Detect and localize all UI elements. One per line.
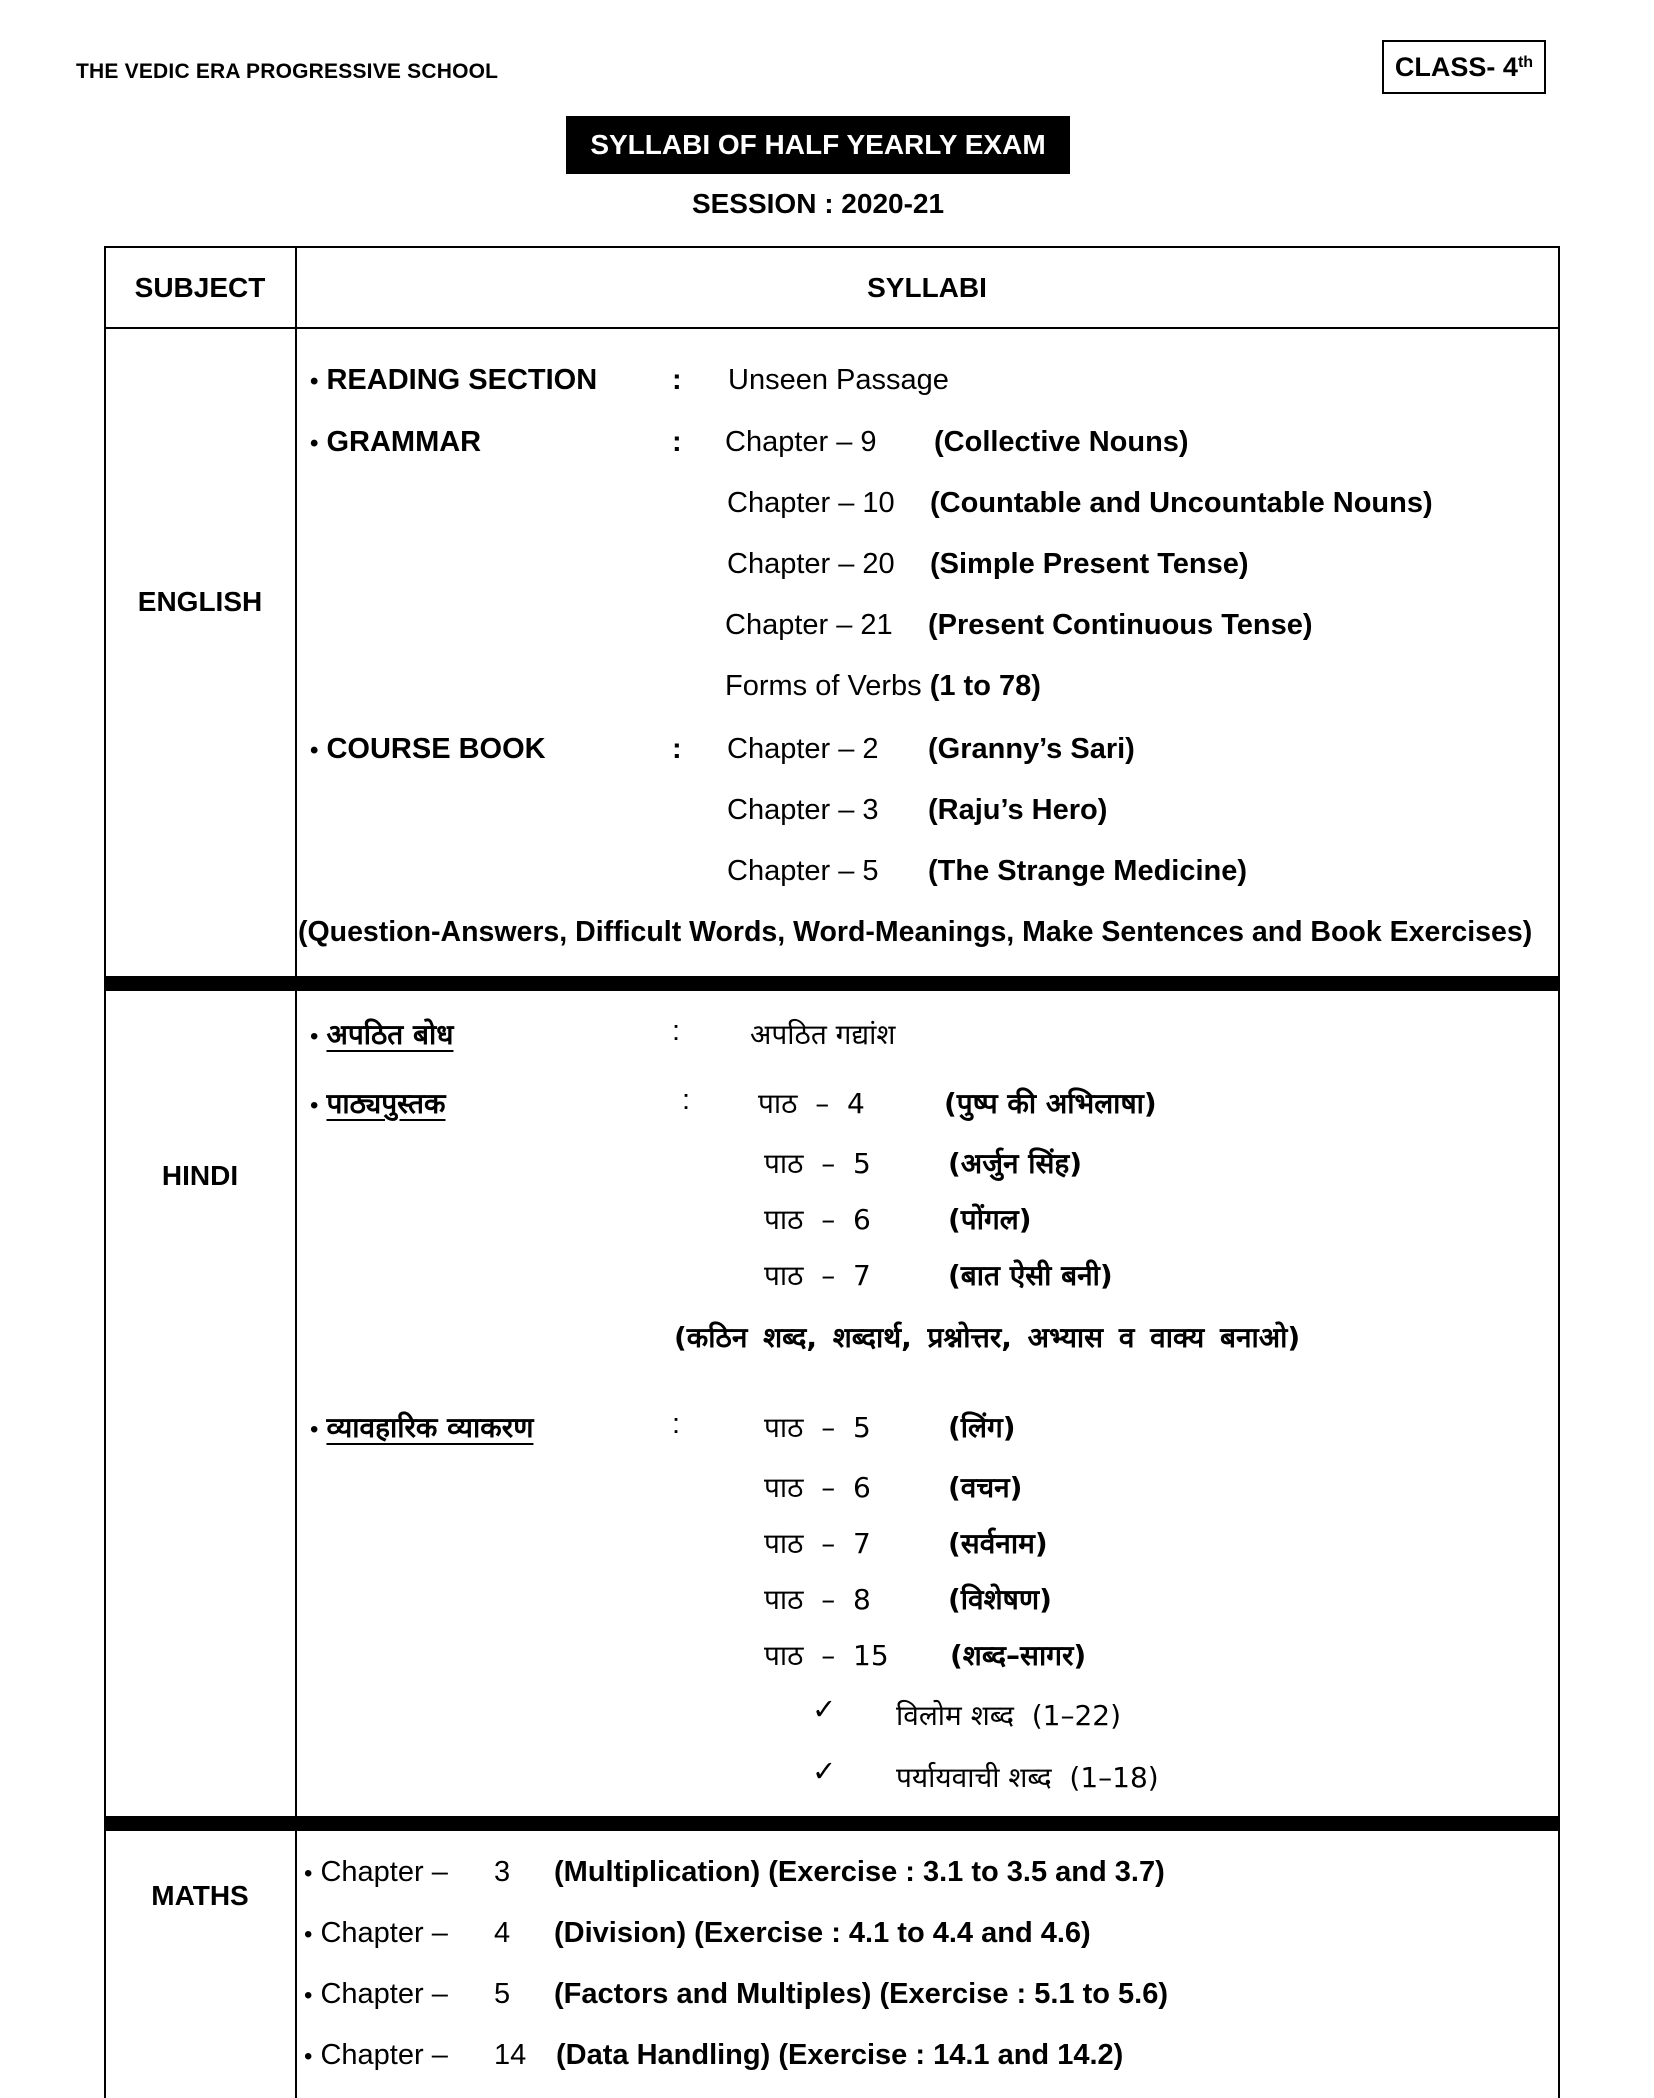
colon: : — [672, 733, 682, 765]
lesson-topic: (लिंग) — [948, 1411, 1016, 1444]
grammar-item — [310, 426, 481, 459]
apathit-value: अपठित गद्यांश — [750, 1018, 896, 1051]
lesson-number: पाठ – 4 — [758, 1087, 865, 1120]
lesson-number: पाठ – 6 — [764, 1203, 871, 1236]
bullet: • — [304, 1982, 313, 2009]
reading-value: Unseen Passage — [728, 364, 949, 396]
subject-maths: MATHS — [151, 1880, 249, 1911]
english-hindi-divider — [104, 976, 1560, 991]
course-topic: (Raju’s Hero) — [928, 794, 1108, 826]
maths-chapter-row — [304, 1978, 448, 2011]
bullet: • — [304, 1860, 313, 1887]
colon: : — [672, 364, 682, 396]
maths-chapter-row — [304, 2039, 448, 2072]
course-chapter: Chapter – 2 — [727, 733, 879, 765]
class-label: CLASS- 4 — [1394, 51, 1518, 82]
bullet: • — [310, 430, 319, 457]
table-top-border — [104, 246, 1560, 248]
chapter-number: 5 — [494, 1978, 511, 2010]
bullet: • — [310, 737, 319, 764]
maths-chapter-row — [304, 1917, 448, 1950]
subject-column-header: SUBJECT — [134, 272, 266, 303]
bullet: • — [304, 1921, 313, 1948]
chapter-topic: (Data Handling) (Exercise : 14.1 and 14.2) — [556, 2039, 1124, 2071]
course-book-item — [310, 733, 546, 766]
course-topic: (The Strange Medicine) — [928, 855, 1248, 887]
lesson-number: पाठ – 7 — [764, 1259, 871, 1292]
textbook-note: (कठिन शब्द, शब्दार्थ, प्रश्नोत्तर, अभ्यास व वाक्य बनाओ) — [674, 1321, 1301, 1354]
session-label: SESSION : 2020-21 — [691, 188, 945, 219]
grammar-topic: (Present Continuous Tense) — [928, 609, 1313, 641]
lesson-topic: (पोंगल) — [948, 1203, 1032, 1236]
colon: : — [672, 426, 682, 458]
chapter-number: 14 — [494, 2039, 527, 2071]
grammar-chapter: Chapter – 10 — [727, 487, 895, 519]
bullet: • — [310, 1416, 319, 1443]
subject-hindi: HINDI — [161, 1160, 239, 1191]
bullet: • — [310, 1023, 319, 1050]
lesson-topic: (पुष्प की अभिलाषा) — [944, 1087, 1157, 1120]
english-note: (Question-Answers, Difficult Words, Word-Meanings, Make Sentences and Book Exercises) — [298, 916, 1533, 948]
colon: : — [672, 1408, 681, 1440]
lesson-topic: (वचन) — [948, 1471, 1023, 1504]
reading-label: READING SECTION — [326, 364, 598, 396]
chapter-number: 3 — [494, 1856, 511, 1888]
antonyms-item: विलोम शब्द (1–22) — [896, 1699, 1122, 1732]
lesson-number: पाठ – 15 — [764, 1639, 889, 1672]
lesson-topic: (अर्जुन सिंह) — [948, 1147, 1083, 1180]
lesson-number: पाठ – 7 — [764, 1527, 871, 1560]
grammar-label: GRAMMAR — [326, 426, 482, 458]
apathit-label: अपठित बोध — [326, 1018, 454, 1051]
grammar-chapter: Chapter – 20 — [727, 548, 895, 580]
textbook-label: पाठ्यपुस्तक — [326, 1087, 446, 1120]
bullet: • — [310, 368, 319, 395]
lesson-number: पाठ – 6 — [764, 1471, 871, 1504]
lesson-topic: (शब्द–सागर) — [950, 1639, 1087, 1672]
lesson-topic: (विशेषण) — [948, 1583, 1052, 1616]
course-label: COURSE BOOK — [326, 733, 546, 765]
check-icon: ✓ — [812, 1756, 837, 1788]
bullet: • — [304, 2043, 313, 2070]
forms-of-verbs — [725, 670, 1041, 703]
lesson-topic: (बात ऐसी बनी) — [948, 1259, 1113, 1292]
grammar-chapter: Chapter – 21 — [725, 609, 893, 641]
verbs-range: (1 to 78) — [929, 670, 1041, 702]
lesson-number: पाठ – 8 — [764, 1583, 871, 1616]
apathit-item — [310, 1015, 453, 1053]
chapter-topic: (Multiplication) (Exercise : 3.1 to 3.5 and 3.7) — [554, 1856, 1165, 1888]
chapter-topic: (Factors and Multiples) (Exercise : 5.1 to 5.6) — [554, 1978, 1168, 2010]
applied-grammar-item — [310, 1408, 533, 1446]
page-title: SYLLABI OF HALF YEARLY EXAM — [566, 116, 1070, 174]
chapter-topic: (Division) (Exercise : 4.1 to 4.4 and 4.6) — [554, 1917, 1091, 1949]
grammar-topic: (Countable and Uncountable Nouns) — [930, 487, 1433, 519]
lesson-number: पाठ – 5 — [764, 1411, 871, 1444]
subject-english: ENGLISH — [137, 586, 263, 617]
syllabi-column-header: SYLLABI — [867, 272, 987, 303]
class-superscript: th — [1517, 54, 1534, 71]
lesson-topic: (सर्वनाम) — [948, 1527, 1048, 1560]
table-right-border — [1558, 246, 1560, 2098]
check-icon: ✓ — [812, 1694, 837, 1726]
chapter-label: Chapter – — [320, 1917, 448, 1949]
colon: : — [682, 1084, 691, 1116]
lesson-number: पाठ – 5 — [764, 1147, 871, 1180]
grammar-chapter: Chapter – 9 — [725, 426, 877, 458]
maths-chapter-row — [304, 1856, 448, 1889]
grammar-topic: (Collective Nouns) — [934, 426, 1189, 458]
grammar-topic: (Simple Present Tense) — [930, 548, 1249, 580]
chapter-label: Chapter – — [320, 2039, 448, 2071]
bullet: • — [310, 1092, 319, 1119]
reading-section-item — [310, 364, 597, 397]
course-topic: (Granny’s Sari) — [928, 733, 1135, 765]
course-chapter: Chapter – 3 — [727, 794, 879, 826]
course-chapter: Chapter – 5 — [727, 855, 879, 887]
applied-grammar-label: व्यावहारिक व्याकरण — [326, 1411, 534, 1444]
class-badge — [1382, 40, 1546, 94]
hindi-maths-divider — [104, 1816, 1560, 1831]
header-row-border — [104, 327, 1560, 329]
school-name: THE VEDIC ERA PROGRESSIVE SCHOOL — [76, 60, 499, 83]
colon: : — [672, 1015, 681, 1047]
chapter-label: Chapter – — [320, 1856, 448, 1888]
verbs-text: Forms of Verbs — [725, 670, 922, 702]
textbook-item — [310, 1084, 446, 1122]
chapter-label: Chapter – — [320, 1978, 448, 2010]
synonyms-item: पर्यायवाची शब्द (1–18) — [896, 1761, 1159, 1794]
chapter-number: 4 — [494, 1917, 511, 1949]
